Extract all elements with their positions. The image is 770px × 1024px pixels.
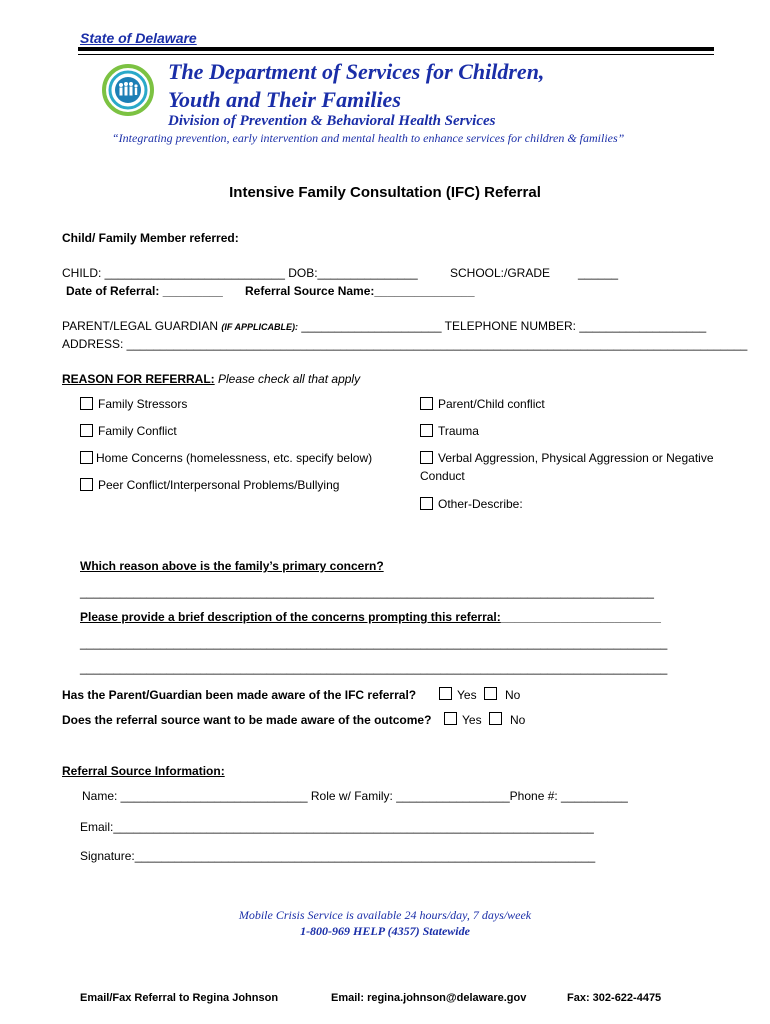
- signature-line[interactable]: Signature:_____________________________________________________________________: [80, 849, 596, 863]
- school-grade-blank[interactable]: ______: [578, 266, 619, 280]
- department-name: [168, 58, 544, 114]
- family-conflict-label: Family Conflict: [98, 424, 177, 438]
- primary-concern-line[interactable]: ______________________________________________________________________________________: [80, 585, 654, 599]
- referral-source-info-heading: Referral Source Information:: [62, 764, 225, 778]
- child-dob-line[interactable]: CHILD: ___________________________ DOB:_______________: [62, 266, 418, 280]
- description-line-1[interactable]: ________________________________________________________________________________________: [80, 636, 668, 650]
- reason-instruction: Please check all that apply: [214, 372, 361, 386]
- parent-child-conflict-checkbox[interactable]: [420, 397, 433, 410]
- outcome-aware-no-checkbox[interactable]: [489, 712, 502, 725]
- dscyf-logo-icon: [102, 64, 154, 116]
- aggression-label: Verbal Aggression, Physical Aggression or Negative: [438, 451, 714, 465]
- parent-telephone-blanks: _____________________ TELEPHONE NUMBER: ___________________: [298, 319, 707, 333]
- date-of-referral[interactable]: Date of Referral: _________: [66, 284, 223, 298]
- parent-child-conflict-label: Parent/Child conflict: [438, 397, 545, 411]
- division-name: Division of Prevention & Behavioral Health Services: [168, 113, 496, 129]
- reason-label: REASON FOR REFERRAL:: [62, 372, 215, 386]
- footer-email[interactable]: Email: regina.johnson@delaware.gov: [331, 992, 527, 1004]
- crisis-hotline: 1-800-969 HELP (4357) Statewide: [300, 924, 470, 938]
- header-rule-thick: [78, 47, 714, 51]
- guardian-aware-question: Has the Parent/Guardian been made aware of the IFC referral?: [62, 688, 417, 702]
- guardian-aware-no-label: No: [505, 688, 521, 702]
- description-question-row: [80, 610, 661, 624]
- other-describe-checkbox[interactable]: [420, 497, 433, 510]
- footer-fax: Fax: 302-622-4475: [567, 992, 662, 1004]
- parent-guardian-line[interactable]: [62, 319, 706, 333]
- primary-concern-question: Which reason above is the family’s primary concern?: [80, 559, 384, 573]
- outcome-aware-yes-checkbox[interactable]: [444, 712, 457, 725]
- peer-conflict-label: Peer Conflict/Interpersonal Problems/Bullying: [98, 478, 340, 492]
- mobile-crisis-note: Mobile Crisis Service is available 24 hours/day, 7 days/week: [238, 908, 532, 922]
- referral-source-name[interactable]: Referral Source Name:_______________: [245, 284, 475, 298]
- peer-conflict-checkbox[interactable]: [80, 478, 93, 491]
- department-line-2: Youth and Their Families: [168, 87, 401, 112]
- header-rule-thin: [78, 54, 714, 55]
- home-concerns-checkbox[interactable]: [80, 451, 93, 464]
- department-line-1: The Department of Services for Children,: [168, 59, 545, 84]
- family-stressors-label: Family Stressors: [98, 397, 188, 411]
- description-line-2[interactable]: ________________________________________________________________________________________: [80, 661, 668, 675]
- name-role-phone-line[interactable]: Name: ____________________________ Role w/ Family: _________________Phone #: __________: [82, 789, 628, 803]
- home-concerns-label: Home Concerns (homelessness, etc. specify below): [96, 451, 373, 465]
- other-describe-label: Other-Describe:: [438, 497, 523, 511]
- if-applicable-note: (IF APPLICABLE):: [221, 322, 299, 332]
- outcome-aware-yes-label: Yes: [462, 713, 482, 727]
- guardian-aware-yes-checkbox[interactable]: [439, 687, 452, 700]
- address-line[interactable]: ADDRESS: _____________________________________________________________________________________________: [62, 337, 748, 351]
- tagline: “Integrating prevention, early intervention and mental health to enhance services for children & families”: [112, 131, 625, 145]
- description-question: Please provide a brief description of the concerns prompting this referral:: [80, 610, 501, 624]
- state-name: State of Delaware: [80, 30, 197, 46]
- guardian-aware-yes-label: Yes: [457, 688, 477, 702]
- outcome-aware-no-label: No: [510, 713, 526, 727]
- reason-heading: [62, 372, 360, 386]
- description-tail-line[interactable]: ________________________: [500, 610, 661, 624]
- aggression-checkbox[interactable]: [420, 451, 433, 464]
- guardian-aware-no-checkbox[interactable]: [484, 687, 497, 700]
- school-grade-label: SCHOOL:/GRADE: [450, 266, 551, 280]
- parent-guardian-label: PARENT/LEGAL GUARDIAN: [62, 319, 222, 333]
- trauma-label: Trauma: [438, 424, 479, 438]
- family-stressors-checkbox[interactable]: [80, 397, 93, 410]
- aggression-label-cont: Conduct: [420, 469, 465, 483]
- outcome-aware-question: Does the referral source want to be made aware of the outcome?: [62, 713, 432, 727]
- form-title: Intensive Family Consultation (IFC) Referral: [229, 184, 541, 201]
- footer-referral-to: Email/Fax Referral to Regina Johnson: [80, 992, 279, 1004]
- email-line[interactable]: Email:________________________________________________________________________: [80, 820, 594, 834]
- child-section-heading: Child/ Family Member referred:: [62, 231, 239, 245]
- trauma-checkbox[interactable]: [420, 424, 433, 437]
- family-conflict-checkbox[interactable]: [80, 424, 93, 437]
